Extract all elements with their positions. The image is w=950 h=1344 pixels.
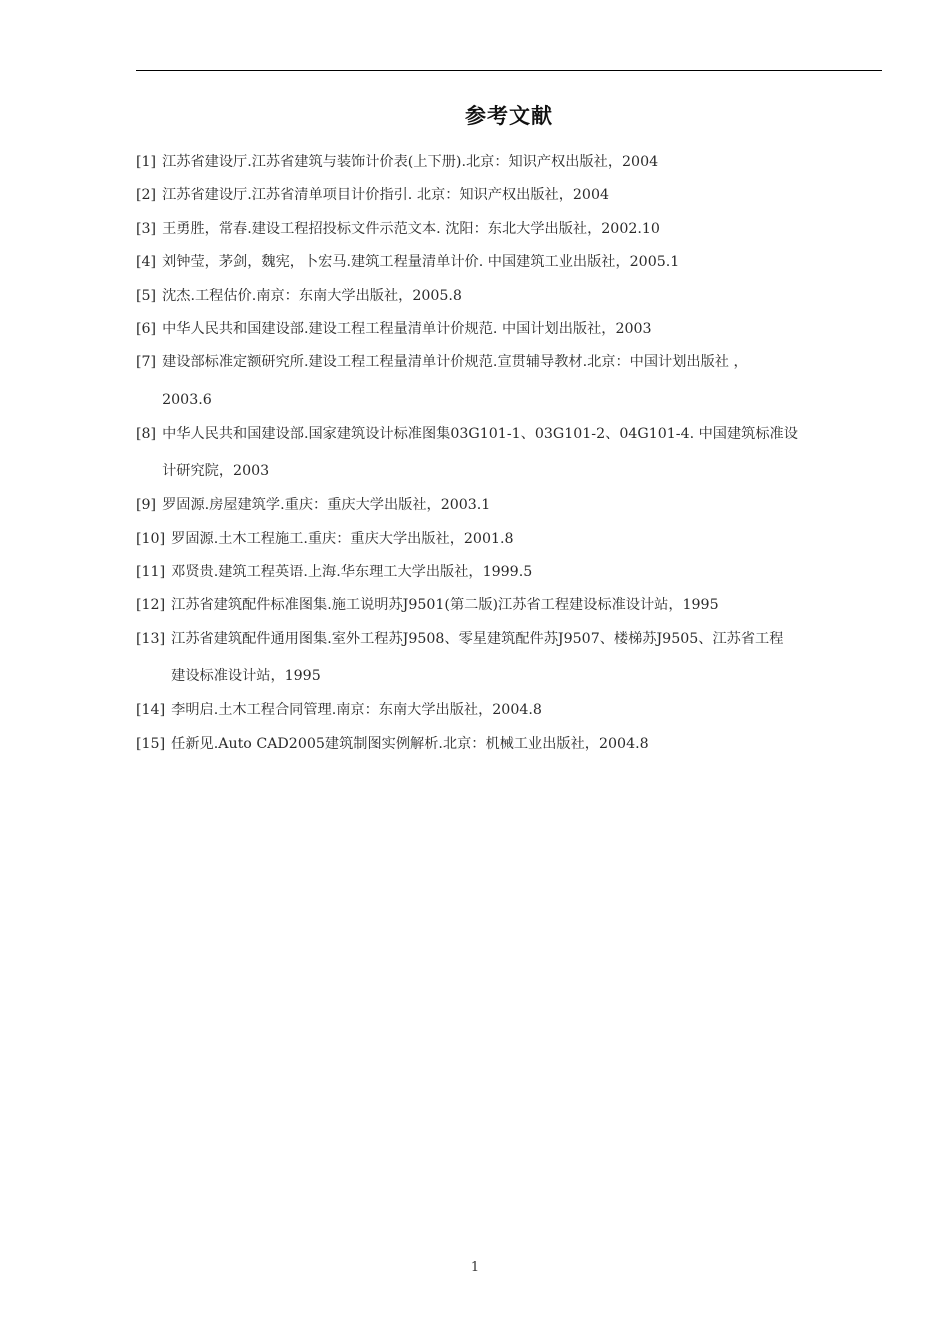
reference-text: [171, 694, 884, 727]
reference-item: [136, 623, 884, 694]
reference-item: [136, 728, 884, 761]
reference-continuation-line: 2003.6: [162, 391, 212, 408]
reference-line: 江苏省建筑配件标准图集.施工说明苏J9501(第二版)江苏省工程建设标准设计站，1995: [171, 597, 719, 614]
reference-item: [136, 280, 884, 313]
reference-line: 邓贤贵.建筑工程英语.上海.华东理工大学出版社，1999.5: [171, 564, 533, 581]
reference-text: [162, 146, 884, 179]
reference-number: [6]: [136, 321, 157, 338]
reference-text: [162, 213, 884, 246]
reference-text: [171, 728, 884, 761]
reference-number: [9]: [136, 497, 157, 514]
reference-number: [14]: [136, 702, 166, 719]
reference-item: [136, 556, 884, 589]
reference-text: [162, 346, 884, 417]
reference-line: 江苏省建设厅.江苏省清单项目计价指引. 北京：知识产权出版社，2004: [162, 187, 609, 204]
reference-text: [162, 489, 884, 522]
reference-line: 李明启.土木工程合同管理.南京：东南大学出版社，2004.8: [171, 702, 542, 719]
reference-line: 江苏省建筑配件通用图集.室外工程苏J9508、零星建筑配件苏J9507、楼梯苏J9505、江苏省工程: [171, 630, 784, 647]
reference-number: [3]: [136, 220, 157, 237]
reference-text: [171, 523, 884, 556]
reference-text: [162, 280, 884, 313]
reference-item: [136, 694, 884, 727]
reference-line: 建设部标准定额研究所.建设工程工程量清单计价规范.宣贯辅导教材.北京：中国计划出版社 ，: [162, 354, 748, 371]
reference-line: 罗固源.土木工程施工.重庆：重庆大学出版社，2001.8: [171, 530, 514, 547]
reference-continuation-line: 计研究院，2003: [162, 463, 270, 480]
reference-line: 江苏省建设厅.江苏省建筑与装饰计价表(上下册).北京：知识产权出版社，2004: [162, 154, 659, 170]
reference-item: [136, 523, 884, 556]
reference-continuation-line: 建设标准设计站，1995: [171, 668, 321, 685]
reference-text: [171, 623, 884, 694]
reference-item: [136, 213, 884, 246]
reference-item: [136, 589, 884, 622]
reference-text: [171, 589, 884, 622]
reference-item: [136, 179, 884, 212]
reference-number: [2]: [136, 187, 157, 204]
reference-text: [171, 556, 884, 589]
reference-number: [8]: [136, 425, 157, 442]
reference-number: [4]: [136, 254, 157, 271]
header-rule: [136, 70, 882, 71]
reference-number: [1]: [136, 154, 157, 170]
reference-number: [10]: [136, 530, 166, 547]
reference-list: [136, 146, 884, 761]
reference-number: [12]: [136, 597, 166, 614]
reference-line: 刘钟莹，茅剑，魏宪，卜宏马.建筑工程量清单计价. 中国建筑工业出版社，2005.1: [162, 254, 680, 271]
reference-line: 王勇胜，常春.建设工程招投标文件示范文本. 沈阳：东北大学出版社，2002.10: [162, 220, 660, 237]
page-number: 1: [470, 1260, 480, 1275]
reference-line: 中华人民共和国建设部.建设工程工程量清单计价规范. 中国计划出版社，2003: [162, 321, 652, 338]
reference-item: [136, 418, 884, 489]
reference-item: [136, 313, 884, 346]
reference-item: [136, 146, 884, 179]
reference-line: 中华人民共和国建设部.国家建筑设计标准图集03G101-1、03G101-2、04G101-4. 中国建筑标准设: [162, 425, 798, 442]
reference-text: [162, 418, 884, 489]
reference-number: [15]: [136, 735, 166, 752]
reference-number: [11]: [136, 564, 166, 581]
reference-text: [162, 246, 884, 279]
reference-item: [136, 489, 884, 522]
reference-item: [136, 246, 884, 279]
reference-line: 罗固源.房屋建筑学.重庆：重庆大学出版社，2003.1: [162, 497, 491, 514]
page-title: 参考文献: [465, 104, 553, 128]
reference-text: [162, 313, 884, 346]
reference-text: [162, 179, 884, 212]
reference-number: [5]: [136, 287, 157, 304]
reference-item: [136, 346, 884, 417]
reference-line: 任新见.Auto CAD2005建筑制图实例解析.北京：机械工业出版社，2004.8: [171, 735, 649, 752]
reference-number: [13]: [136, 630, 166, 647]
reference-line: 沈杰.工程估价.南京：东南大学出版社，2005.8: [162, 287, 462, 304]
reference-number: [7]: [136, 354, 157, 371]
